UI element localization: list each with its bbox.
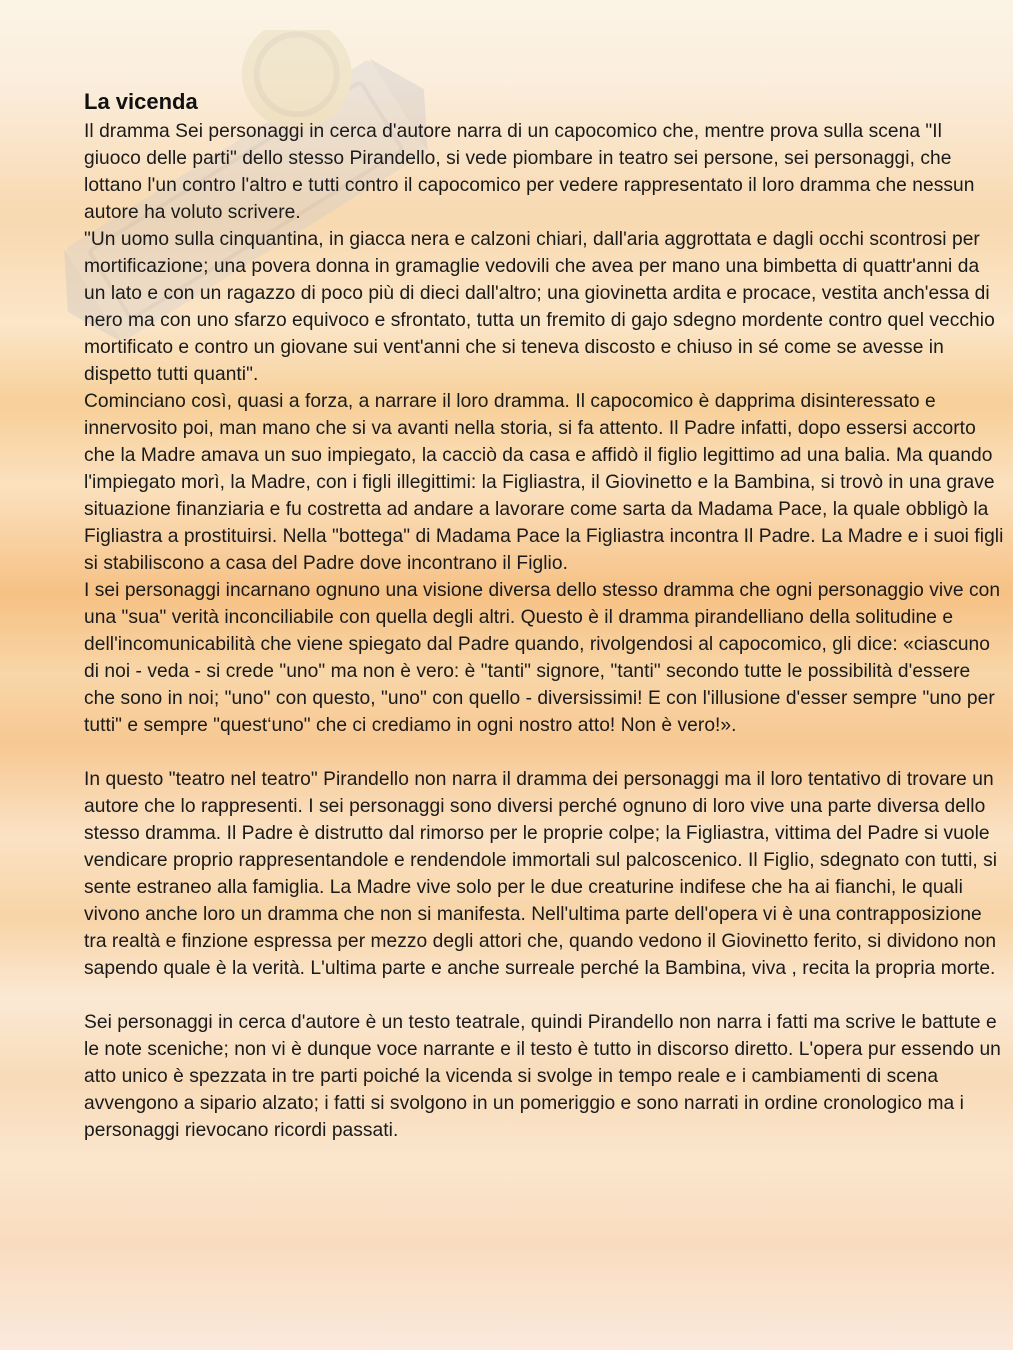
paragraph-theatre: In questo "teatro nel teatro" Pirandello non narra il dramma dei personaggi ma il loro tentativo di trovare un autore che lo rappresenti. I sei personaggi sono diversi perché ognuno di loro vive una parte diversa dello stesso dramma. Il Padre è distrutto dal rimorso per le proprie colpe; la Figliastra, vittima del Padre si vuole vendicare proprio rappresentandole e rendendole immortali sul palcoscenico. Il Figlio, sdegnato con tutti, si sente estraneo alla famiglia. La Madre vive solo per le due creaturine indifese che ha ai fianchi, le quali vivono anche loro un dramma che non si manifesta. Nell'ultima parte dell'opera vi è una contrapposizione tra realtà e finzione espressa per mezzo degli attori che, quando vedono il Giovinetto ferito, si dividono non sapendo quale è la verità. L'ultima parte e anche surreale perché la Bambina, viva , recita la propria morte. bbox=[84, 769, 998, 979]
paragraph-quote: "Un uomo sulla cinquantina, in giacca nera e calzoni chiari, dall'aria aggrottata e dagli occhi scontrosi per mortificazione; una povera donna in gramaglie vedovili che avea per mano una bimbetta di quattr'anni da un lato e con un ragazzo di poco più di dieci dall'altro; una giovinetta ardita e procace, vestita anch'essa di nero ma con uno sfarzo equivoco e sfrontato, tutta un fremito di gajo sdegno mordente contro quel vecchio mortificato e contro un giovane sui vent'anni che si teneva discosto e chiuso in sé come se avesse in dispetto tutti quanti". bbox=[84, 229, 995, 385]
paragraph-spacer bbox=[84, 982, 1004, 1009]
document-body bbox=[84, 88, 1004, 1144]
page-title: La vicenda bbox=[84, 89, 198, 114]
paragraph-plot: Cominciano così, quasi a forza, a narrare il loro dramma. Il capocomico è dapprima disinteressato e innervosito poi, man mano che si va avanti nella storia, si fa attento. Il Padre infatti, dopo essersi accorto che la Madre amava un suo impiegato, la cacciò da casa e affidò il figlio legittimo ad una balia. Ma quando l'impiegato morì, la Madre, con i figli illegittimi: la Figliastra, il Giovinetto e la Bambina, si trovò in una grave situazione finanziaria e fu costretta ad andare a lavorare come sarta da Madama Pace, la quale obbligò la Figliastra a prostituirsi. Nella "bottega" di Madama Pace la Figliastra incontra Il Padre. La Madre e i suoi figli si stabiliscono a casa del Padre dove incontrano il Figlio. bbox=[84, 391, 1004, 574]
paragraph-structure: Sei personaggi in cerca d'autore è un testo teatrale, quindi Pirandello non narra i fatti ma scrive le battute e le note sceniche; non vi è dunque voce narrante e il testo è tutto in discorso diretto. L'opera pur essendo un atto unico è spezzata in tre parti poiché la vicenda si svolge in tempo reale e i cambiamenti di scena avvengono a sipario alzato; i fatti si svolgono in un pomeriggio e sono narrati in ordine cronologico ma i personaggi rievocano ricordi passati. bbox=[84, 1012, 1001, 1141]
paragraph-spacer bbox=[84, 739, 1004, 766]
paragraph-intro: Il dramma Sei personaggi in cerca d'autore narra di un capocomico che, mentre prova sulla scena "Il giuoco delle parti" dello stesso Pirandello, si vede piombare in teatro sei persone, sei personaggi, che lottano l'un contro l'altro e tutti contro il capocomico per vedere rappresentato il loro dramma che nessun autore ha voluto scrivere. bbox=[84, 121, 975, 223]
paragraph-characters: I sei personaggi incarnano ognuno una visione diversa dello stesso dramma che ogni personaggio vive con una "sua" verità inconciliabile con quella degli altri. Questo è il dramma pirandelliano della solitudine e dell'incomunicabilità che viene spiegato dal Padre quando, rivolgendosi al capocomico, gli dice: «ciascuno di noi - veda - si crede "uno" ma non è vero: è "tanti" signore, "tanti" secondo tutte le possibilità d'essere che sono in noi; "uno" con questo, "uno" con quello - diversissimi! E con l'illusione d'esser sempre "uno per tutti" e sempre "quest‘uno" che ci crediamo in ogni nostro atto! Non è vero!». bbox=[84, 580, 1001, 736]
